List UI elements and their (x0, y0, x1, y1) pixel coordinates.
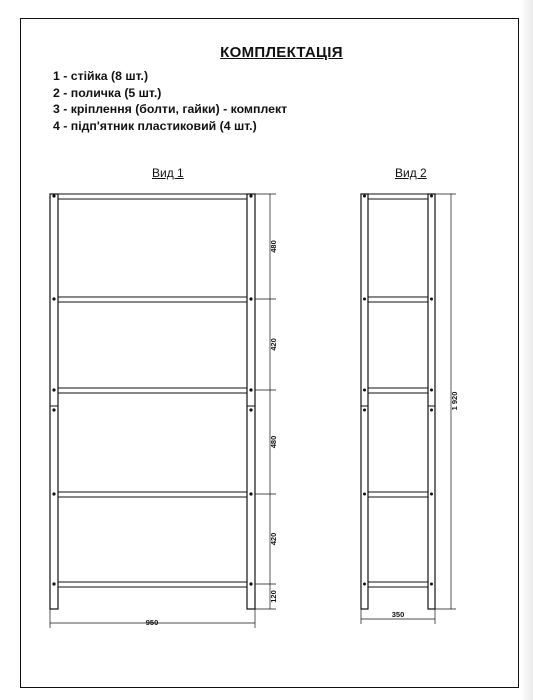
dim-shelf-spacing-4: 420 (269, 532, 278, 546)
view2-shelf-2 (368, 297, 428, 302)
view1-shelf-4 (58, 492, 247, 497)
dim-depth: 350 (391, 610, 405, 619)
dim-shelf-spacing-5: 120 (269, 590, 278, 603)
view1-right-upright (247, 194, 255, 609)
dim-shelf-spacing-2: 420 (269, 338, 278, 351)
view1-shelf-3 (58, 388, 247, 393)
view2-label: Вид 2 (395, 166, 427, 180)
view1-bolts (52, 194, 252, 585)
view2-right-upright (428, 194, 435, 609)
dim-shelf-spacing-1: 480 (269, 240, 278, 253)
kit-item-shelves: 2 - поличка (5 шт.) (53, 85, 162, 100)
view1-shelf-bottom (58, 582, 247, 587)
kit-item-uprights: 1 - стійка (8 шт.) (53, 69, 149, 83)
view1-label: Вид 1 (152, 166, 184, 180)
view2-shelf-4 (368, 492, 428, 497)
view2-shelf-bottom (368, 582, 428, 587)
kit-item-fasteners: 3 - кріплення (болти, гайки) - комплект (53, 102, 288, 116)
view2-shelf-top (368, 194, 428, 199)
kit-item-feet: 4 - підп'ятник пластиковий (4 шт.) (53, 118, 257, 133)
dim-shelf-spacing-3: 480 (269, 435, 278, 449)
view1-shelf-top (58, 194, 247, 199)
view2-side-elevation (361, 194, 456, 624)
page-title: КОМПЛЕКТАЦІЯ (220, 44, 343, 61)
dim-total-height: 1 920 (450, 391, 459, 411)
view1-left-upright (50, 194, 58, 609)
view2-bolts (363, 195, 433, 586)
view1-shelf-2 (58, 297, 247, 302)
dim-width: 950 (145, 618, 159, 627)
view2-shelf-3 (368, 388, 428, 393)
view2-left-upright (361, 194, 368, 609)
view1-height-dimensions (255, 194, 276, 609)
view1-front-elevation (50, 194, 276, 628)
